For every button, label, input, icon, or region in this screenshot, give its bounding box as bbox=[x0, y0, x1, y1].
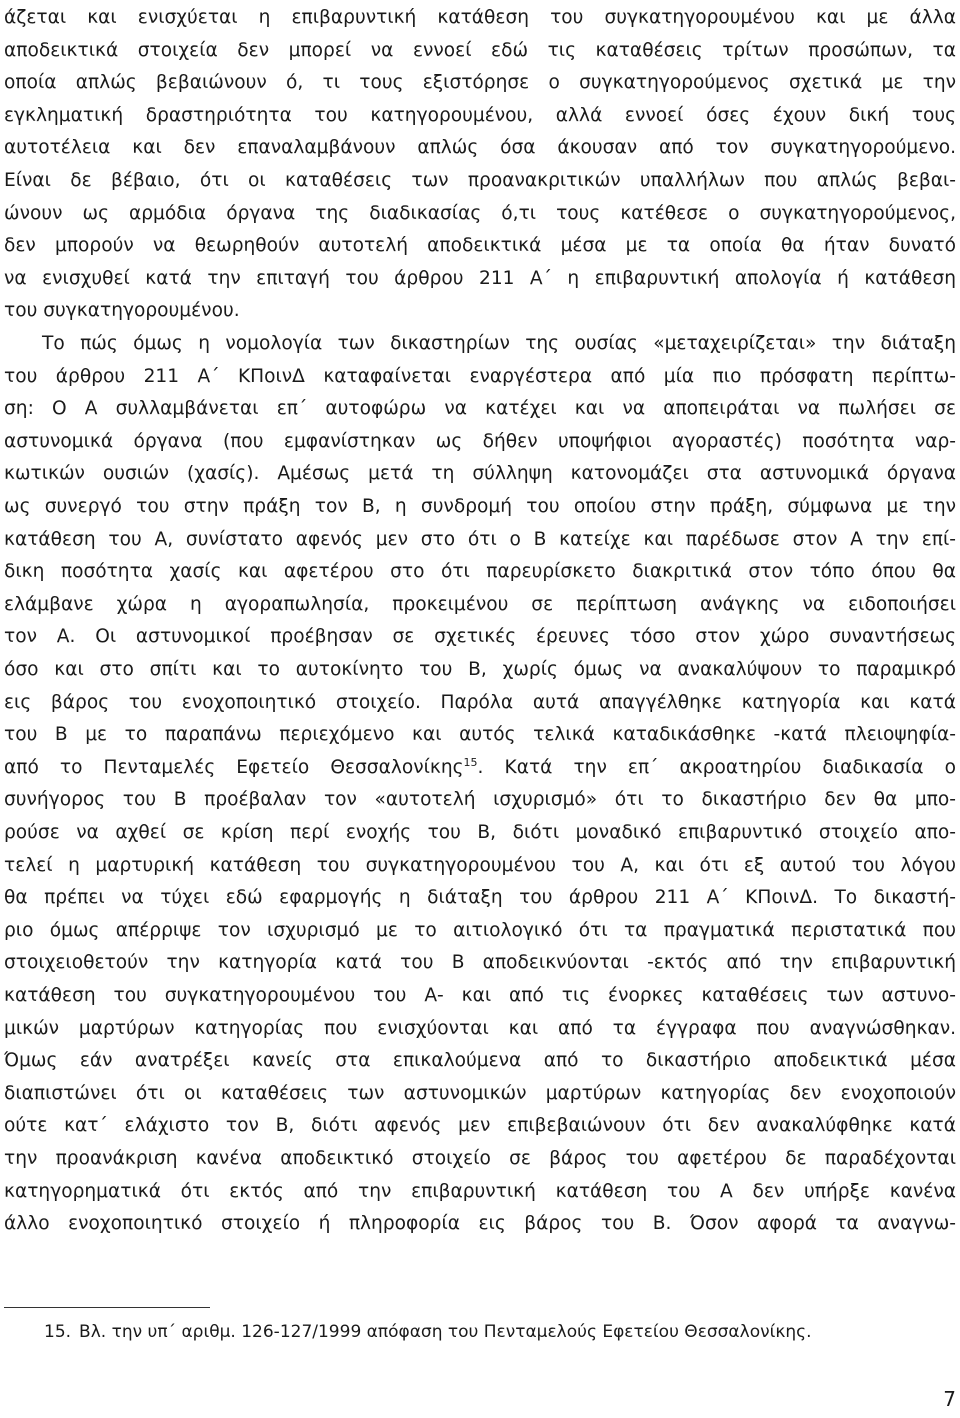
text-line: θα πρέπει να τύχει εδώ εφαρμογής η διάταξη του άρθρου 211 Α΄ ΚΠοινΔ. Το δικαστή- bbox=[4, 887, 956, 909]
text-line: Όμως εάν ανατρέξει κανείς στα επικαλούμενα από το δικαστήριο αποδεικτικά μέσα bbox=[4, 1050, 956, 1072]
text-line: του συγκατηγορουμένου. bbox=[4, 300, 240, 322]
text-line: ελάμβανε χώρα η αγοραπωλησία, προκειμένου σε περίπτωση ανάγκης να ειδοποιήσει bbox=[4, 593, 956, 615]
text-line: αυτοτέλεια και δεν επαναλαμβάνουν απλώς όσα άκουσαν από τον συγκατηγορούμενο. bbox=[4, 137, 956, 159]
text-line: ώνουν ως αρμόδια όργανα της διαδικασίας ό,τι τους κατέθεσε ο συγκατηγορούμενος, bbox=[4, 202, 956, 224]
text-segment: . Κατά την επ΄ ακροατηρίου διαδικασία ο bbox=[477, 756, 956, 778]
footnote bbox=[44, 1316, 954, 1348]
text-line: δικη ποσότητα χασίς και αφετέρου στο ότι παρευρίσκετο διακριτικά στον τόπο όπου θα bbox=[4, 561, 956, 583]
text-line: συνήγορος του Β προέβαλαν τον «αυτοτελή ισχυρισμό» ότι το δικαστήριο δεν θα μπο- bbox=[4, 789, 956, 811]
text-line: όσο και στο σπίτι και το αυτοκίνητο του Β, χωρίς όμως να ανακαλύψουν το παραμικρό bbox=[4, 659, 956, 680]
page-number: 7 bbox=[943, 1387, 956, 1411]
text-line: ως συνεργό του στην πράξη τον Β, η συνδρομή του οποίου στην πράξη, σύμφωνα με την bbox=[4, 496, 956, 517]
text-line: εις βάρος του ενοχοποιητικό στοιχείο. Παρόλα αυτά απαγγέλθηκε κατηγορία και κατά bbox=[4, 691, 956, 713]
footnote-text: Βλ. την υπ΄ αριθμ. 126-127/1999 απόφαση του Πενταμελούς Εφετείου Θεσσαλονίκης. bbox=[79, 1322, 812, 1342]
text-line: του Β με το παραπάνω περιεχόμενο και αυτός τελικά καταδικάσθηκε -κατά πλειοψηφία- bbox=[4, 724, 956, 746]
text-line: να ενισχυθεί κατά την επιταγή του άρθρου 211 Α΄ η επιβαρυντική απολογία ή κατάθεση bbox=[4, 267, 956, 289]
text-line: οποία απλώς βεβαιώνουν ό, τι τους εξιστόρησε ο συγκατηγορούμενος σχετικά με την bbox=[4, 72, 956, 94]
text-line: ρούσε να αχθεί σε κρίση περί ενοχής του Β, διότι μοναδικό επιβαρυντικό στοιχείο απο- bbox=[4, 822, 956, 843]
text-line: τον Α. Οι αστυνομικοί προέβησαν σε σχετικές έρευνες τόσο στον χώρο συναντήσεως bbox=[4, 626, 956, 648]
text-line: αστυνομικά όργανα (που εμφανίστηκαν ως δήθεν υποψήφιοι αγοραστές) ποσότητα ναρ- bbox=[4, 430, 956, 452]
text-segment: από το Πενταμελές Εφετείο Θεσσαλονίκης bbox=[4, 756, 464, 778]
text-line: ση: Ο Α συλλαμβάνεται επ΄ αυτοφώρω να κατέχει και να αποπειράται να πωλήσει σε bbox=[4, 398, 956, 420]
text-line: δεν μπορούν να θεωρηθούν αυτοτελή αποδεικτικά μέσα με τα οποία θα ήταν δυνατό bbox=[4, 235, 956, 257]
text-line: κατηγορηματικά ότι εκτός από την επιβαρυντική κατάθεση του Α δεν υπήρξε κανένα bbox=[4, 1180, 956, 1202]
footnote-reference[interactable]: 15 bbox=[463, 755, 478, 769]
text-line: ούτε κατ΄ ελάχιστο τον Β, διότι αφενός μεν επιβεβαιώνουν ότι δεν ανακαλύφθηκε κατά bbox=[4, 1115, 956, 1137]
text-line: αποδεικτικά στοιχεία δεν μπορεί να εννοεί εδώ τις καταθέσεις τρίτων προσώπων, τα bbox=[4, 39, 956, 61]
text-line: του άρθρου 211 Α΄ ΚΠοινΔ καταφαίνεται εναργέστερα από μία πιο πρόσφατη περίπτω- bbox=[4, 365, 956, 387]
paragraph-first-line: Το πώς όμως η νομολογία των δικαστηρίων της ουσίας «μεταχειρίζεται» την διάταξη bbox=[42, 333, 956, 354]
footnote-divider bbox=[4, 1307, 210, 1308]
text-line: την προανάκριση κανένα αποδεικτικό στοιχείο σε βάρος του αφετέρου δε παραδέχονται bbox=[4, 1148, 956, 1169]
text-line: διαπιστώνει ότι οι καταθέσεις των αστυνομικών μαρτύρων κατηγορίας δεν ενοχοποιούν bbox=[4, 1082, 956, 1104]
text-line: κωτικών ουσιών (χασίς). Αμέσως μετά τη σύλληψη κατονομάζει στα αστυνομικά όργανα bbox=[4, 463, 956, 485]
text-line: άζεται και ενισχύεται η επιβαρυντική κατάθεση του συγκατηγορουμένου και με άλλα bbox=[4, 7, 956, 28]
text-line: Είναι δε βέβαιο, ότι οι καταθέσεις των προανακριτικών υπαλλήλων που απλώς βεβαι- bbox=[4, 170, 956, 191]
text-line: άλλο ενοχοποιητικό στοιχείο ή πληροφορία εις βάρος του Β. Όσον αφορά τα αναγνω- bbox=[4, 1213, 956, 1235]
footnote-number: 15. bbox=[44, 1322, 72, 1342]
text-line: τελεί η μαρτυρική κατάθεση του συγκατηγορουμένου του Α, και ότι εξ αυτού του λόγου bbox=[4, 854, 956, 876]
text-line: κατάθεση του συγκατηγορουμένου του Α- και από τις ένορκες καταθέσεις των αστυνο- bbox=[4, 985, 956, 1006]
text-line: στοιχειοθετούν την κατηγορία κατά του Β αποδεικνύονται -εκτός από την επιβαρυντική bbox=[4, 952, 956, 974]
text-line: εγκληματική δραστηριότητα του κατηγορουμένου, αλλά εννοεί όσες έχουν δική τους bbox=[4, 104, 956, 126]
text-line-with-footnote-ref bbox=[4, 752, 956, 785]
text-line: μικών μαρτύρων κατηγορίας που ενισχύονται και από τα έγγραφα που αναγνώσθηκαν. bbox=[4, 1017, 956, 1039]
text-line: κατάθεση του Α, συνίστατο αφενός μεν στο ότι ο Β κατείχε και παρέδωσε στον Α την επί- bbox=[4, 528, 956, 550]
text-line: ριο όμως απέρριψε τον ισχυρισμό με το αιτιολογικό ότι τα πραγματικά περιστατικά που bbox=[4, 919, 956, 941]
